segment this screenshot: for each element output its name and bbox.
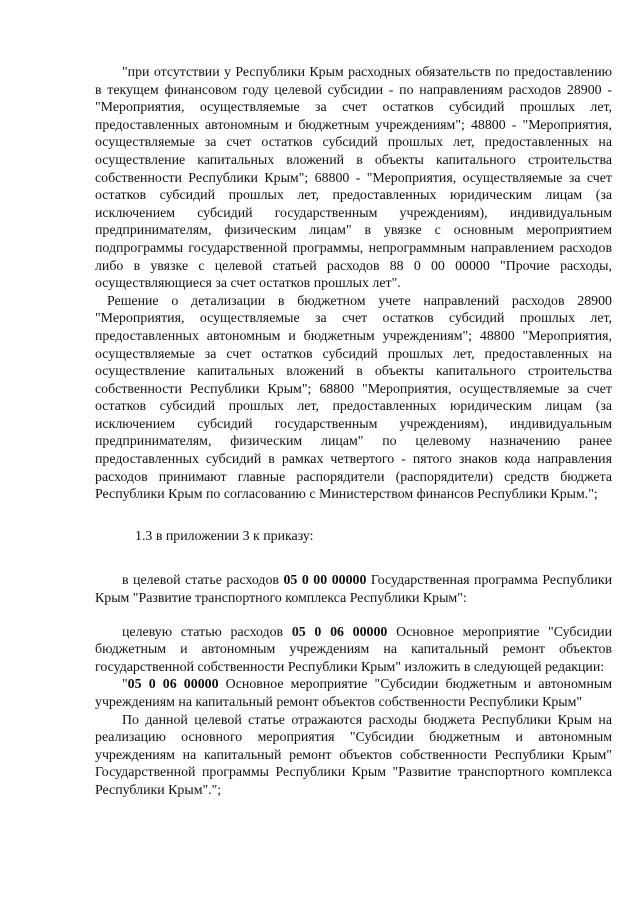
spacer	[95, 608, 612, 624]
code-0506: 05 0 06 00000	[291, 624, 388, 640]
code-0506-new: 05 0 06 00000	[127, 677, 219, 693]
text-post: Государственная программа Республики Крым "Развитие транспортного комплекса Республики Крым":	[95, 573, 612, 607]
paragraph-new-wording	[95, 676, 612, 711]
text-post: Основное мероприятие "Субсидии бюджетным и автономным учреждениям на капитальный ремонт объектов государственной собственности Республики Крым" изложить в следующей редакции:	[95, 624, 613, 675]
paragraph-target-article-050	[95, 572, 612, 607]
spacer	[95, 504, 612, 528]
code-050: 05 0 00 00000	[283, 573, 367, 589]
paragraph-detailing-decision: Решение о детализации в бюджетном учете направлений расходов 28900 "Мероприятия, осуществляемые за счет остатков субсидий прошлых лет, предоставленных автономным и бюджетным учреждениям"; 48800 "Мероприятия, осуществляемые за счет остатков субсидий прошлых лет, предоставленных на осуществление капитальных вложений в объекты капитального строительства собственности Республики Крым"; 68800 "Мероприятия, осуществляемые за счет остатков субсидий прошлых лет, предоставленных юридическим лицам (за исключением субсидий государственным учреждениям), индивидуальным предпринимателям, физическим лицам" по целевому назначению ранее предоставленных субсидий в рамках четвертого - пятого знаков кода направления расходов принимают главные распорядители (распорядители) средств бюджета Республики Крым по согласованию с Министерством финансов Республики Крым.";	[95, 293, 612, 503]
paragraph-target-article-0506	[95, 624, 612, 677]
document-page	[95, 64, 612, 800]
open-quote: "	[122, 677, 128, 693]
text-post: Основное мероприятие "Субсидии бюджетным и автономным учреждениям на капитальный ремонт объектов собственности Республики Крым"	[95, 677, 612, 710]
paragraph-expenses-description: По данной целевой статье отражаются расходы бюджета Республики Крым на реализацию основного мероприятия "Субсидии бюджетным и автономным учреждениям на капитальный ремонт объектов собственности Республики Крым" Государственной программы Республики Крым "Развитие транспортного комплекса Республики Крым".";	[95, 712, 612, 798]
text-pre: в целевой статье расходов	[122, 573, 284, 589]
item-1-3: 1.3 в приложении 3 к приказу:	[135, 528, 314, 544]
spacer	[95, 545, 612, 572]
paragraph-residual-subsidies: "при отсутствии у Республики Крым расходных обязательств по предоставлению в текущем финансовом году целевой субсидии - по направлениям расходов 28900 - "Мероприятия, осуществляемые за счет остатков субсидий прошлых лет, предоставленных автономным и бюджетным учреждениям"; 48800 - "Мероприятия, осуществляемые за счет остатков субсидий прошлых лет, предоставленных на осуществление капитальных вложений в объекты капитального строительства собственности Республики Крым"; 68800 - "Мероприятия, осуществляемые за счет остатков субсидий прошлых лет, предоставленных юридическим лицам (за исключением субсидий государственным учреждениям), индивидуальным предпринимателям, физическим лицам" в увязке с основным мероприятием подпрограммы государственной программы, непрограммным направлением расходов либо в увязке с целевой статьей расходов 88 0 00 00000 "Прочие расходы, осуществляющиеся за счет остатков прошлых лет".	[95, 65, 612, 292]
text-pre: целевую статью расходов	[122, 624, 292, 640]
